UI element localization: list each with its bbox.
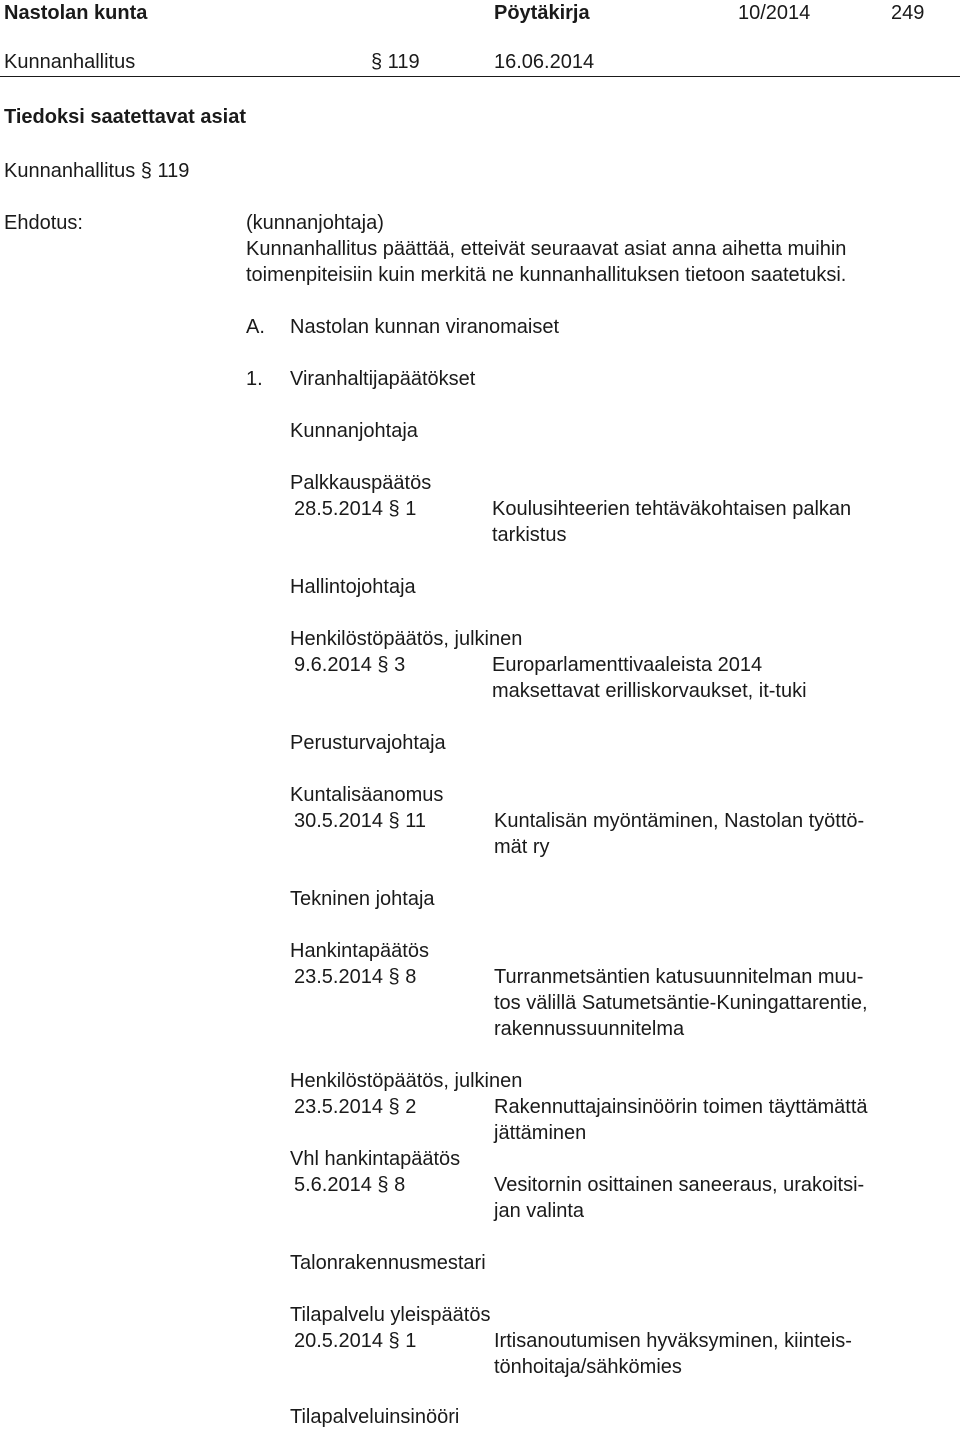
proposal-text-line-2: toimenpiteisiin kuin merkitä ne kunnanhallituksen tietoon saatetuksi. [246, 264, 847, 286]
official-title: Tekninen johtaja [290, 888, 435, 910]
decision-description-line-1: Irtisanoutumisen hyväksyminen, kiinteis- [494, 1330, 852, 1352]
decision-description-line-2: mät ry [494, 836, 550, 858]
header-body: Kunnanhallitus [4, 51, 136, 73]
header-org: Nastolan kunta [4, 2, 148, 24]
decision-reference: 28.5.2014 § 1 [294, 498, 417, 520]
proposal-label: Ehdotus: [4, 212, 83, 234]
subsection-title: Viranhaltijapäätökset [290, 368, 476, 390]
decision-reference: 5.6.2014 § 8 [294, 1174, 406, 1196]
official-title: Kunnanjohtaja [290, 420, 418, 442]
decision-description-line-1: Europarlamenttivaaleista 2014 [492, 654, 763, 676]
decision-description-line-2: tos välillä Satumetsäntie-Kuningattarentie, [494, 992, 868, 1014]
decision-type: Tilapalvelu yleispäätös [290, 1304, 491, 1326]
decision-reference: 23.5.2014 § 2 [294, 1096, 417, 1118]
proposal-author: (kunnanjohtaja) [246, 212, 384, 234]
decision-type: Kuntalisäanomus [290, 784, 444, 806]
decision-description-line-3: rakennussuunnitelma [494, 1018, 685, 1040]
official-title: Perusturvajohtaja [290, 732, 446, 754]
decision-description-line-1: Turranmetsäntien katusuunnitelman muu- [494, 966, 864, 988]
decision-type: Hankintapäätös [290, 940, 429, 962]
header-rule [0, 76, 960, 77]
decision-type: Henkilöstöpäätös, julkinen [290, 628, 523, 650]
section-a-title: Nastolan kunnan viranomaiset [290, 316, 560, 338]
page-title: Tiedoksi saatettavat asiat [4, 106, 246, 128]
header-doc-type: Pöytäkirja [494, 2, 590, 24]
decision-description-line-1: Rakennuttajainsinöörin toimen täyttämättä [494, 1096, 868, 1118]
official-title: Hallintojohtaja [290, 576, 416, 598]
header-page-number: 249 [891, 2, 925, 24]
decision-description-line-1: Koulusihteerien tehtäväkohtaisen palkan [492, 498, 852, 520]
header-date: 16.06.2014 [494, 51, 595, 73]
decision-reference: 23.5.2014 § 8 [294, 966, 417, 988]
proposal-text-line-1: Kunnanhallitus päättää, etteivät seuraavat asiat anna aihetta muihin [246, 238, 847, 260]
decision-description-line-1: Kuntalisän myöntäminen, Nastolan työttö- [494, 810, 865, 832]
decision-type: Vhl hankintapäätös [290, 1148, 461, 1170]
header-issue: 10/2014 [738, 2, 811, 24]
decision-description-line-2: jan valinta [494, 1200, 585, 1222]
decision-reference: 30.5.2014 § 11 [294, 810, 426, 832]
decision-reference: 9.6.2014 § 3 [294, 654, 406, 676]
official-title: Talonrakennusmestari [290, 1252, 486, 1274]
official-title: Tilapalveluinsinööri [290, 1406, 460, 1428]
header-section: § 119 [371, 51, 420, 73]
section-a-letter: A. [246, 316, 265, 338]
decision-description-line-2: maksettavat erilliskorvaukset, it-tuki [492, 680, 807, 702]
body-reference: Kunnanhallitus § 119 [4, 160, 190, 182]
decision-type: Palkkauspäätös [290, 472, 432, 494]
decision-description-line-1: Vesitornin osittainen saneeraus, urakoitsi- [494, 1174, 865, 1196]
decision-type: Henkilöstöpäätös, julkinen [290, 1070, 523, 1092]
decision-description-line-2: tönhoitaja/sähkömies [494, 1356, 682, 1378]
decision-reference: 20.5.2014 § 1 [294, 1330, 417, 1352]
decision-description-line-2: tarkistus [492, 524, 567, 546]
decision-description-line-2: jättäminen [494, 1122, 587, 1144]
subsection-number: 1. [246, 368, 263, 390]
